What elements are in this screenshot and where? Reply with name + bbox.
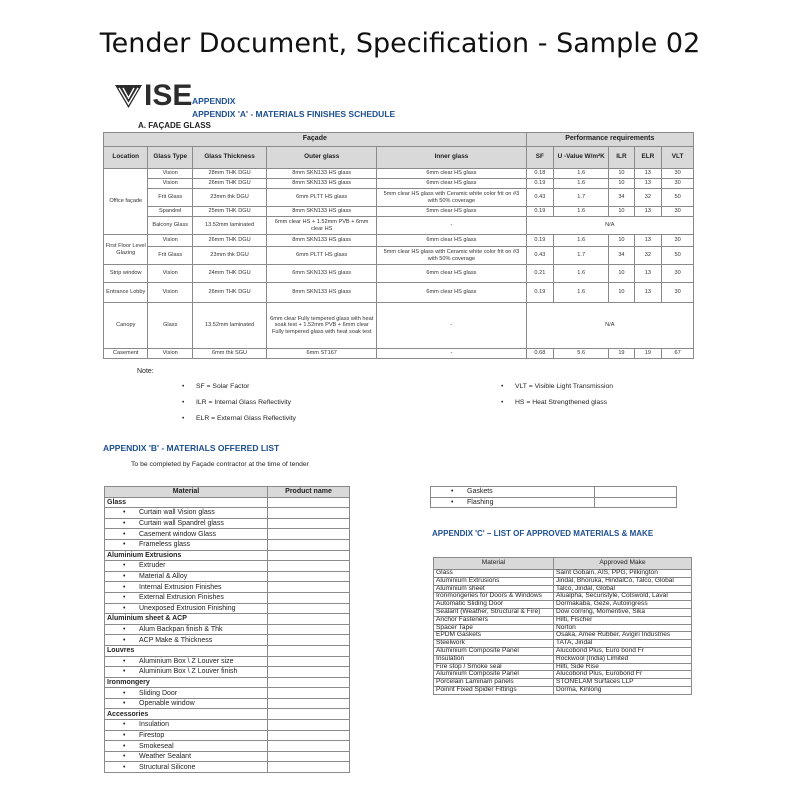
col-ilr: ILR xyxy=(609,147,634,169)
outer-glass-cell: 6mm PLTT HS glass xyxy=(267,247,377,265)
thickness-cell: 23mm thk DGU xyxy=(192,247,266,265)
ilr-cell: 19 xyxy=(609,349,634,359)
vlt-cell: 30 xyxy=(662,265,694,283)
glass-type-cell: Vision xyxy=(148,265,192,283)
thickness-cell: 26mm THK DGU xyxy=(192,283,266,303)
table-row xyxy=(105,508,350,519)
glass-type-cell: Vision xyxy=(148,349,192,359)
ilr-cell: 10 xyxy=(609,235,634,247)
material-cell: Automatic Sliding Door xyxy=(434,601,554,609)
glass-type-cell: Vision xyxy=(148,169,192,179)
table-row xyxy=(105,561,350,572)
col-material: Material xyxy=(434,558,554,570)
table-row xyxy=(434,686,692,694)
table-row xyxy=(105,497,350,508)
elr-cell: 13 xyxy=(634,179,662,189)
appendix-b-title: APPENDIX 'B' - MATERIALS OFFERED LIST xyxy=(103,443,280,453)
outer-glass-cell: 6mm clear HS + 1.52mm PVB + 6mm clear HS xyxy=(267,217,377,235)
inner-glass-cell: 6mm clear HS glass xyxy=(377,265,526,283)
location-cell: Canopy xyxy=(104,303,148,349)
thickness-cell: 25mm THK DGU xyxy=(192,207,266,217)
col-sf: SF xyxy=(526,147,554,169)
location-cell: Office façade xyxy=(104,169,148,235)
material-item: • Insulation xyxy=(105,720,268,731)
table-row xyxy=(105,720,350,731)
ilr-cell: 10 xyxy=(609,265,634,283)
table-row xyxy=(434,616,692,624)
material-item: • Frameless glass xyxy=(105,539,268,550)
elr-cell: 19 xyxy=(634,349,662,359)
material-item: • Flashing xyxy=(431,497,595,508)
vlt-cell: 30 xyxy=(662,179,694,189)
col-glass-thickness: Glass Thickness xyxy=(192,147,266,169)
product-name-field[interactable] xyxy=(268,603,350,614)
table-row xyxy=(105,603,350,614)
approved-make-cell: TATA, Jindal xyxy=(554,640,692,648)
table-row xyxy=(104,283,694,303)
material-item: • Structural Silicone xyxy=(105,762,268,773)
vlt-cell: 30 xyxy=(662,235,694,247)
glass-type-cell: Vision xyxy=(148,283,192,303)
materials-offered-table xyxy=(104,486,350,773)
thickness-cell: 6mm thk SGU xyxy=(192,349,266,359)
approved-make-cell: STONELAM Surfaces LLP xyxy=(554,679,692,687)
product-name-field[interactable] xyxy=(268,751,350,762)
inner-glass-cell: 6mm clear HS glass xyxy=(377,283,526,303)
table-row xyxy=(104,235,694,247)
material-item: • Material & Alloy xyxy=(105,571,268,582)
table-row xyxy=(105,614,350,625)
glass-type-cell: Glass xyxy=(148,303,192,349)
product-name-field[interactable] xyxy=(268,529,350,540)
table-row xyxy=(104,303,694,349)
table-row xyxy=(105,529,350,540)
approved-make-cell: Alualpha, Securistyle, Cotswold, Laval xyxy=(554,593,692,601)
elr-cell: 32 xyxy=(634,189,662,207)
appendix-label: APPENDIX xyxy=(192,96,236,106)
product-name-field[interactable] xyxy=(268,508,350,519)
material-item: • Casement window Glass xyxy=(105,529,268,540)
outer-glass-cell: 8mm SKN133 HS glass xyxy=(267,169,377,179)
note-elr: • ELR = External Glass Reflectivity xyxy=(196,415,296,422)
table-row xyxy=(104,169,694,179)
u-value-cell: 1.6 xyxy=(554,169,609,179)
table-row xyxy=(105,582,350,593)
sf-cell: 0.19 xyxy=(526,207,554,217)
sf-cell: 0.19 xyxy=(526,179,554,189)
material-category: Louvres xyxy=(105,645,268,656)
glass-type-cell: Vision xyxy=(148,179,192,189)
table-row xyxy=(431,497,677,508)
product-name-field[interactable] xyxy=(268,592,350,603)
material-category: Aluminium sheet & ACP xyxy=(105,614,268,625)
col-glass-type: Glass Type xyxy=(148,147,192,169)
facade-group-header: Façade xyxy=(104,133,527,147)
col-outer-glass: Outer glass xyxy=(267,147,377,169)
table-row xyxy=(434,655,692,663)
inner-glass-cell: - xyxy=(377,349,526,359)
material-category: Ironmongery xyxy=(105,677,268,688)
sf-cell: 0.18 xyxy=(526,169,554,179)
material-cell: Aluminium Composite Panel xyxy=(434,647,554,655)
u-value-cell: 1.6 xyxy=(554,179,609,189)
inner-glass-cell: 5mm clear HS glass with Ceramic white color frit on #3 with 50% coverage xyxy=(377,189,526,207)
product-name-field[interactable] xyxy=(268,667,350,678)
table-row xyxy=(104,265,694,283)
approved-make-cell: Rockwool (India) Limited xyxy=(554,655,692,663)
material-cell: Poinnt Fixed Spider Fittings xyxy=(434,686,554,694)
location-cell: Casement xyxy=(104,349,148,359)
table-row xyxy=(105,751,350,762)
approved-make-cell: Saint Gobain, AIS, PPG, Pilkington xyxy=(554,570,692,578)
table-row xyxy=(104,179,694,189)
note-sf: • SF = Solar Factor xyxy=(196,383,249,390)
na-cell: N/A xyxy=(526,303,693,349)
glass-type-cell: Frit Glass xyxy=(148,189,192,207)
elr-cell: 13 xyxy=(634,265,662,283)
approved-materials-table xyxy=(433,557,692,695)
logo-text: ISE xyxy=(144,79,193,112)
approved-make-cell: Dow corning, Momentive, Sika xyxy=(554,608,692,616)
table-row xyxy=(431,487,677,498)
performance-group-header: Performance requirements xyxy=(526,133,693,147)
elr-cell: 32 xyxy=(634,247,662,265)
table-row xyxy=(105,624,350,635)
material-item: • Smokeseal xyxy=(105,741,268,752)
note-vlt: • VLT = Visible Light Transmission xyxy=(515,383,613,390)
approved-make-cell: Dormakaba, Geze, Autoingress xyxy=(554,601,692,609)
approved-make-cell: Talco, Jindal, Global xyxy=(554,585,692,593)
material-item: • Curtain wall Spandrel glass xyxy=(105,518,268,529)
product-name-field[interactable] xyxy=(268,709,350,720)
approved-make-cell: Hilti, Fischer xyxy=(554,616,692,624)
material-cell: Porcelain Laminam panels xyxy=(434,679,554,687)
table-row xyxy=(105,656,350,667)
approved-make-cell: Jindal, Bhoruka, HindalCo, Talco, Global xyxy=(554,577,692,585)
inner-glass-cell: 5mm clear HS glass with Ceramic white color frit on #3 with 50% coverage xyxy=(377,247,526,265)
table-row xyxy=(104,349,694,359)
vlt-cell: 30 xyxy=(662,283,694,303)
col-elr: ELR xyxy=(634,147,662,169)
material-cell: Ironmongeries for Doors & Windows xyxy=(434,593,554,601)
material-item: • Unexposed Extrusion Finishing xyxy=(105,603,268,614)
table-row xyxy=(434,577,692,585)
outer-glass-cell: 6mm SKN133 HS glass xyxy=(267,265,377,283)
u-value-cell: 1.6 xyxy=(554,207,609,217)
thickness-cell: 23mm thk DGU xyxy=(192,189,266,207)
material-cell: Spacer Tape xyxy=(434,624,554,632)
approved-make-cell: Alucobond Plus, Eurobond Fr xyxy=(554,671,692,679)
note-label: Note: xyxy=(137,368,154,375)
u-value-cell: 1.6 xyxy=(554,235,609,247)
glass-type-cell: Balcony Glass xyxy=(148,217,192,235)
table-row xyxy=(105,688,350,699)
material-cell: Fire stop / Smoke seal xyxy=(434,663,554,671)
product-name-field[interactable] xyxy=(268,497,350,508)
product-name-field[interactable] xyxy=(268,539,350,550)
inner-glass-cell: 6mm clear HS glass xyxy=(377,179,526,189)
thickness-cell: 24mm THK DGU xyxy=(192,265,266,283)
elr-cell: 13 xyxy=(634,169,662,179)
material-item: • Alum Backpan finish & Thk xyxy=(105,624,268,635)
glass-type-cell: Vision xyxy=(148,235,192,247)
material-cell: Glass xyxy=(434,570,554,578)
appendix-b-subtitle: To be completed by Façade contractor at the time of tender xyxy=(131,461,309,468)
material-item: • Internal Extrusion Finishes xyxy=(105,582,268,593)
table-row xyxy=(105,571,350,582)
thickness-cell: 26mm THK DGU xyxy=(192,179,266,189)
vlt-cell: 30 xyxy=(662,169,694,179)
ilr-cell: 10 xyxy=(609,179,634,189)
inner-glass-cell: - xyxy=(377,303,526,349)
product-name-field[interactable] xyxy=(268,614,350,625)
product-name-field[interactable] xyxy=(268,730,350,741)
inner-glass-cell: - xyxy=(377,217,526,235)
vlt-cell: 50 xyxy=(662,247,694,265)
table-row xyxy=(104,247,694,265)
na-cell: N/A xyxy=(526,217,693,235)
ilr-cell: 34 xyxy=(609,189,634,207)
vlt-cell: 50 xyxy=(662,189,694,207)
approved-make-cell: Norton xyxy=(554,624,692,632)
material-category: Accessories xyxy=(105,709,268,720)
product-name-field[interactable] xyxy=(268,635,350,646)
table-row xyxy=(105,645,350,656)
material-cell: Insulation xyxy=(434,655,554,663)
u-value-cell: 1.7 xyxy=(554,247,609,265)
outer-glass-cell: 8mm SKN133 HS glass xyxy=(267,179,377,189)
note-hs: • HS = Heat Strengthened glass xyxy=(515,399,607,406)
elr-cell: 13 xyxy=(634,235,662,247)
table-row xyxy=(105,741,350,752)
thickness-cell: 13.52mm laminated xyxy=(192,303,266,349)
product-name-field[interactable] xyxy=(595,497,677,508)
sf-cell: 0.21 xyxy=(526,265,554,283)
material-category: Aluminium Extrusions xyxy=(105,550,268,561)
material-cell: Sealant (Weather, Structural & Fire) xyxy=(434,608,554,616)
location-cell: Entrance Lobby xyxy=(104,283,148,303)
material-item: • External Extrusion Finishes xyxy=(105,592,268,603)
col-material: Material xyxy=(105,487,268,498)
elr-cell: 13 xyxy=(634,283,662,303)
product-name-field[interactable] xyxy=(268,550,350,561)
product-name-field[interactable] xyxy=(268,677,350,688)
material-item: • Aluminium Box \ Z Louver size xyxy=(105,656,268,667)
table-row xyxy=(105,677,350,688)
product-name-field[interactable] xyxy=(268,741,350,752)
inner-glass-cell: 5mm clear HS glass xyxy=(377,207,526,217)
table-row xyxy=(104,189,694,207)
ilr-cell: 10 xyxy=(609,283,634,303)
sf-cell: 0.43 xyxy=(526,247,554,265)
table-row xyxy=(105,635,350,646)
table-row xyxy=(105,730,350,741)
material-cell: Aluminium Composite Panel xyxy=(434,671,554,679)
u-value-cell: 1.6 xyxy=(554,283,609,303)
table-row xyxy=(105,518,350,529)
facade-glass-table xyxy=(103,132,694,359)
sf-cell: 0.68 xyxy=(526,349,554,359)
page-heading: Tender Document, Specification - Sample 02 xyxy=(99,28,701,59)
col-u-value: U -Value W/m²K xyxy=(554,147,609,169)
u-value-cell: 1.7 xyxy=(554,189,609,207)
col-approved-make: Approved Make xyxy=(554,558,692,570)
appendix-a-title: APPENDIX 'A' - MATERIALS FINISHES SCHEDULE xyxy=(192,109,396,119)
materials-offered-continued-table xyxy=(430,486,677,508)
ilr-cell: 10 xyxy=(609,169,634,179)
ilr-cell: 10 xyxy=(609,207,634,217)
sf-cell: 0.19 xyxy=(526,235,554,247)
material-cell: Steelwork xyxy=(434,640,554,648)
product-name-field[interactable] xyxy=(268,518,350,529)
note-ilr: • ILR = Internal Glass Reflectivity xyxy=(196,399,291,406)
section-a-title: A. FAÇADE GLASS xyxy=(138,121,211,130)
location-cell: Strip window xyxy=(104,265,148,283)
material-item: • Aluminium Box \ Z Louver finish xyxy=(105,667,268,678)
inner-glass-cell: 6mm clear HS glass xyxy=(377,235,526,247)
approved-make-cell: Hilti, Side Rise xyxy=(554,663,692,671)
product-name-field[interactable] xyxy=(268,561,350,572)
material-item: • Extruder xyxy=(105,561,268,572)
ilr-cell: 34 xyxy=(609,247,634,265)
table-row xyxy=(105,709,350,720)
product-name-field[interactable] xyxy=(268,720,350,731)
material-item: • Firestop xyxy=(105,730,268,741)
table-row xyxy=(105,592,350,603)
product-name-field[interactable] xyxy=(268,688,350,699)
product-name-field[interactable] xyxy=(268,645,350,656)
product-name-field[interactable] xyxy=(268,624,350,635)
elr-cell: 13 xyxy=(634,207,662,217)
sf-cell: 0.43 xyxy=(526,189,554,207)
outer-glass-cell: 6mm PLTT HS glass xyxy=(267,189,377,207)
material-cell: Anchor Fasteners xyxy=(434,616,554,624)
table-row xyxy=(104,207,694,217)
product-name-field[interactable] xyxy=(268,698,350,709)
thickness-cell: 26mm THK DGU xyxy=(192,235,266,247)
outer-glass-cell: 6mm clear Fully tempered glass with heat soak test + 1.52mm PVB + 6mm clear Fully tempered glass with heat soak test xyxy=(267,303,377,349)
col-product-name: Product name xyxy=(268,487,350,498)
material-item: • Curtain wall Vision glass xyxy=(105,508,268,519)
product-name-field[interactable] xyxy=(268,571,350,582)
outer-glass-cell: 8mm SKN133 HS glass xyxy=(267,235,377,247)
table-row xyxy=(105,762,350,773)
material-cell: Aluminium Extrusions xyxy=(434,577,554,585)
glass-type-cell: Frit Glass xyxy=(148,247,192,265)
outer-glass-cell: 8mm SKN133 HS glass xyxy=(267,283,377,303)
material-item: • Gaskets xyxy=(431,487,595,498)
table-row xyxy=(105,539,350,550)
thickness-cell: 28mm THK DGU xyxy=(192,169,266,179)
material-item: • Weather Sealant xyxy=(105,751,268,762)
material-item: • Sliding Door xyxy=(105,688,268,699)
material-category: Glass xyxy=(105,497,268,508)
approved-make-cell: Dorma, Kinlong xyxy=(554,686,692,694)
table-row xyxy=(105,667,350,678)
inner-glass-cell: 6mm clear HS glass xyxy=(377,169,526,179)
u-value-cell: 5.6 xyxy=(554,349,609,359)
table-row xyxy=(105,550,350,561)
col-vlt: VLT xyxy=(662,147,694,169)
material-cell: Aluminium sheet xyxy=(434,585,554,593)
material-cell: EPDM Gaskets xyxy=(434,632,554,640)
sf-cell: 0.19 xyxy=(526,283,554,303)
glass-type-cell: Spandrel xyxy=(148,207,192,217)
location-cell: First Floor Level Glazing xyxy=(104,235,148,265)
col-location: Location xyxy=(104,147,148,169)
vlt-cell: 30 xyxy=(662,207,694,217)
table-row xyxy=(105,698,350,709)
u-value-cell: 1.6 xyxy=(554,265,609,283)
appendix-c-title: APPENDIX 'C' – LIST OF APPROVED MATERIALS & MAKE xyxy=(432,529,654,538)
table-row xyxy=(104,217,694,235)
approved-make-cell: Alucobond Plus, Euro bond Fr xyxy=(554,647,692,655)
col-inner-glass: Inner glass xyxy=(377,147,526,169)
material-item: • ACP Make & Thickness xyxy=(105,635,268,646)
outer-glass-cell: 8mm SKN133 HS glass xyxy=(267,207,377,217)
product-name-field[interactable] xyxy=(595,487,677,498)
approved-make-cell: Osaka, Amee Rubber, Avigiri Industries xyxy=(554,632,692,640)
vlt-cell: 67 xyxy=(662,349,694,359)
thickness-cell: 13.52mm laminated xyxy=(192,217,266,235)
product-name-field[interactable] xyxy=(268,656,350,667)
product-name-field[interactable] xyxy=(268,762,350,773)
material-item: • Openable window xyxy=(105,698,268,709)
outer-glass-cell: 6mm ST167 xyxy=(267,349,377,359)
product-name-field[interactable] xyxy=(268,582,350,593)
